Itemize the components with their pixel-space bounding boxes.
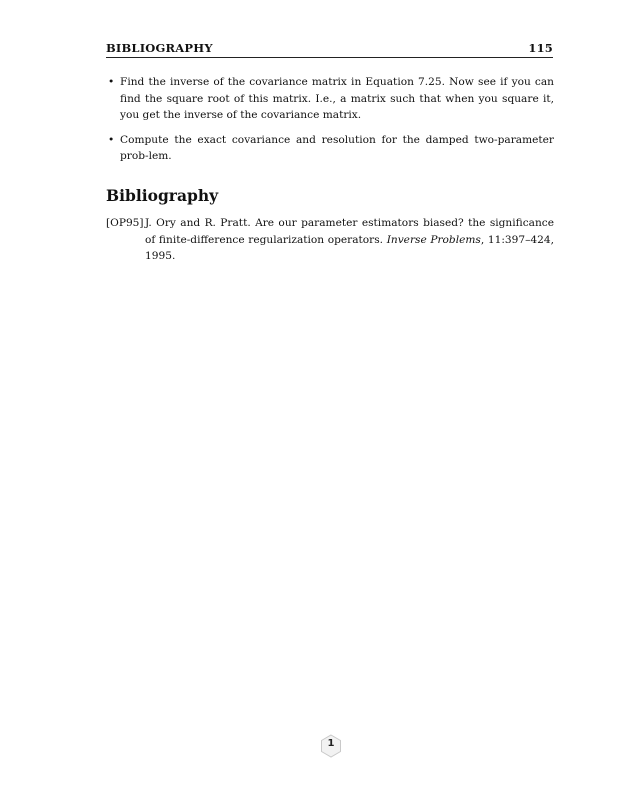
- bibliography-heading: Bibliography: [106, 186, 219, 205]
- bibliography-entry: [106, 215, 554, 265]
- running-header: [106, 41, 553, 58]
- page-number-badge: [319, 734, 343, 758]
- bullet-icon: •: [108, 76, 115, 88]
- exercise-text: Find the inverse of the covariance matrix in Equation 7.25. Now see if you can find the square root of this matrix. I.e., a matrix such that when you square it, you get the inverse of the covariance matrix.: [120, 76, 554, 122]
- citation-details: , 11:397–424, 1995.: [145, 233, 554, 263]
- running-header-page-number: 115: [528, 41, 553, 55]
- exercise-item: [106, 74, 554, 124]
- page-badge-number: 1: [327, 738, 335, 749]
- running-header-title: BIBLIOGRAPHY: [106, 41, 213, 55]
- bibliography-list: [106, 215, 554, 265]
- bullet-icon: •: [108, 133, 115, 146]
- exercise-list: [106, 74, 554, 173]
- exercise-text: Compute the exact covariance and resolution for the damped two-parameter prob-lem.: [120, 133, 554, 163]
- journal-title: Inverse Problems: [386, 233, 481, 246]
- exercise-item: [106, 132, 554, 165]
- citation-text: J. Ory and R. Pratt. Are our parameter estimators biased? the significance of finite-difference regularization operators.: [145, 217, 554, 246]
- citation-key: [OP95]: [106, 217, 144, 229]
